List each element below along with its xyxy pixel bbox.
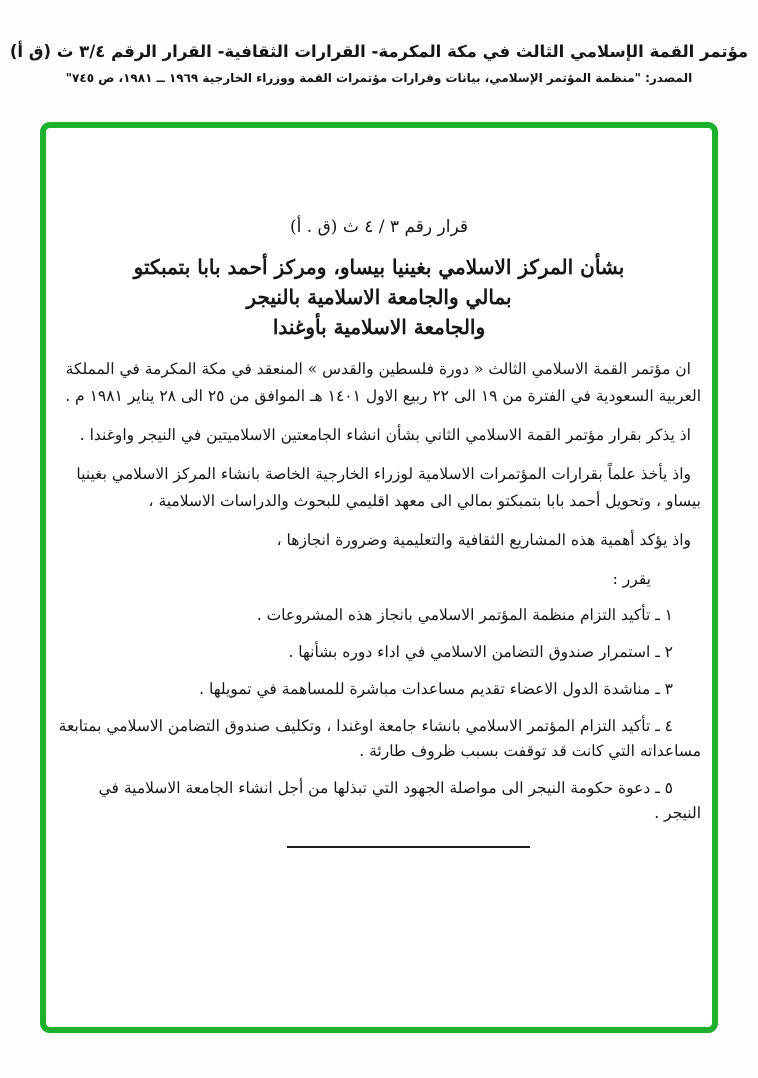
decision-item-5: ٥ ـ دعوة حكومة النيجر الى مواصلة الجهود التي تبذلها من أجل انشاء الجامعة الاسلامية في النيجر . [98,779,701,822]
preamble-paragraph: واذ يأخذ علماً بقرارات المؤتمرات الاسلامية لوزراء الخارجية الخاصة بانشاء المركز الاسلامي بغينيا بيساو ، وتحويل أحمد بابا بتمبكتو بمالي الى معهد اقليمي للبحوث والدراسات الاسلامية ، [76,465,701,510]
header-citation-suffix: ث (ق أ) [9,42,80,61]
decides-label: يقرر : [612,570,651,588]
resolution-number-header: ٣/٤ [79,42,106,61]
header-source-line: المصدر: "منظمة المؤتمر الإسلامي، بيانات وقرارات مؤتمرات القمة ووزراء الخارجية ١٩٦٩ ــ ١٩٨١، ص ٧٤٥" [65,71,693,85]
preamble-paragraph: ان مؤتمر القمة الاسلامي الثالث « دورة فلسطين والقدس » المنعقد في مكة المكرمة في المملكة العربية السعودية في الفترة من ١٩ الى ٢٢ ربيع الاول ١٤٠١ هـ الموافق من ٢٥ الى ٢٨ يناير ١٩٨١ م . [65,360,701,405]
footer-divider-rule [287,846,530,848]
preamble-paragraph: اذ يذكر بقرار مؤتمر القمة الاسلامي الثاني بشأن انشاء الجامعتين الاسلاميتين في النيجر واوغندا . [79,426,691,444]
resolution-number: ٣ / ٤ [364,217,400,237]
resolution-number-prefix: قرار رقم [399,217,468,237]
subject-line-2: بمالي والجامعة الاسلامية بالنيجر [246,285,512,309]
decision-item-2: ٢ ـ استمرار صندوق التضامن الاسلامي في اداء دوره بشأنها . [288,643,673,661]
page-header [0,0,758,87]
subject-line-3: والجامعة الاسلامية بأوغندا [272,315,486,339]
resolution-subject [57,252,701,342]
header-citation-line [0,40,758,64]
decision-item-1: ١ ـ تأكيد التزام منظمة المؤتمر الاسلامي بانجاز هذه المشروعات . [256,606,673,624]
header-citation-prefix: مؤتمر القمة الإسلامي الثالث في مكة المكرمة- القرارات الثقافية- القرار الرقم [105,42,749,61]
document-body [46,128,712,848]
resolution-number-suffix: ث (ق . أ) [290,217,365,237]
decision-item-3: ٣ ـ مناشدة الدول الاعضاء تقديم مساعدات مباشرة للمساهمة في تمويلها . [199,680,673,698]
green-border-frame [40,122,718,1033]
decision-item-4: ٤ ـ تأكيد التزام المؤتمر الاسلامي بانشاء جامعة اوغندا ، وتكليف صندوق التضامن الاسلامي بمتابعة مساعداته التي كانت قد توقفت بسبب ظروف طارئة . [58,717,701,760]
subject-line-1: بشأن المركز الاسلامي بغينيا بيساو، ومركز أحمد بابا بتمبكتو [133,255,625,279]
preamble-paragraph: واذ يؤكد أهمية هذه المشاريع الثقافية والتعليمية وضرورة انجازها ، [276,531,691,549]
resolution-number-line [57,214,701,240]
